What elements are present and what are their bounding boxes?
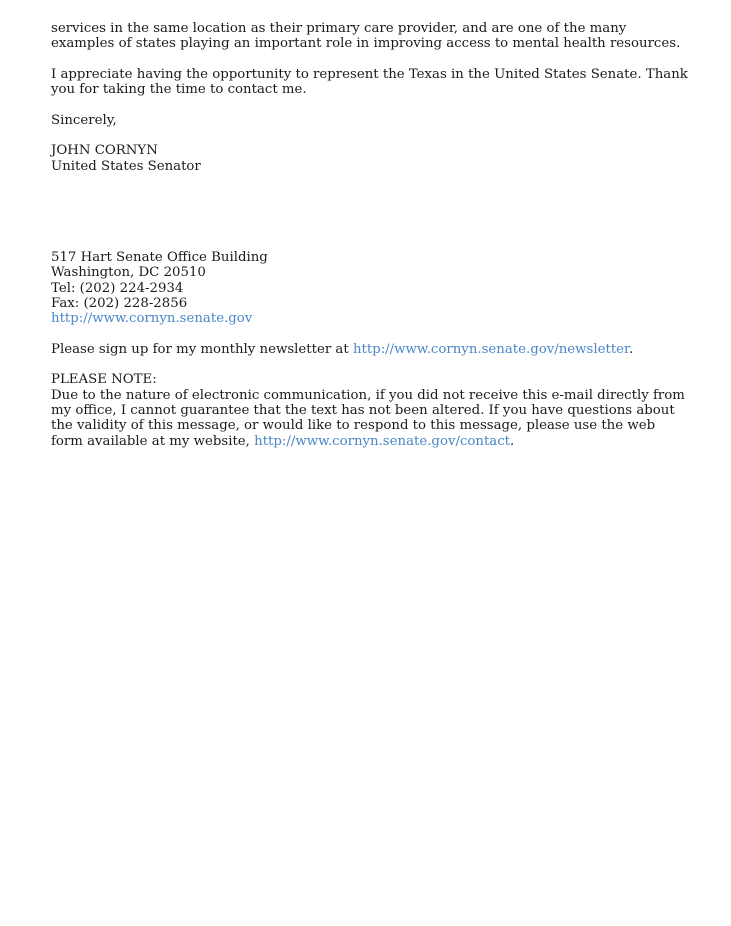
note-body: Due to the nature of electronic communication, if you did not receive this e-mail directly from my office, I cannot guarantee that the text has not been altered. If you have questions about the validity of this message, or would like to respond to this message, please use the web form available at my website, bbox=[51, 387, 685, 449]
note-suffix: . bbox=[510, 433, 515, 449]
note-block bbox=[51, 372, 691, 448]
newsletter-suffix: . bbox=[628, 341, 634, 357]
closing-text: Sincerely, bbox=[51, 112, 117, 128]
fax-number: Fax: (202) 228-2856 bbox=[51, 295, 188, 311]
address-line-1: 517 Hart Senate Office Building bbox=[51, 249, 268, 265]
newsletter-paragraph bbox=[51, 342, 691, 357]
newsletter-prefix: Please sign up for my monthly newsletter at bbox=[51, 341, 353, 357]
appreciation-paragraph: I appreciate having the opportunity to represent the Texas in the United States Senate. Thank you for taking the time to contact me. bbox=[51, 66, 688, 98]
newsletter-link[interactable]: http://www.cornyn.senate.gov/newsletter bbox=[352, 341, 629, 357]
contact-form-link[interactable]: http://www.cornyn.senate.gov/contact bbox=[254, 433, 511, 449]
website-link[interactable]: http://www.cornyn.senate.gov bbox=[51, 311, 253, 327]
note-heading: PLEASE NOTE: bbox=[51, 372, 157, 388]
signature-name: JOHN CORNYN bbox=[51, 143, 158, 159]
address-line-2: Washington, DC 20510 bbox=[51, 265, 206, 281]
phone-number: Tel: (202) 224-2934 bbox=[51, 280, 184, 296]
signature-title: United States Senator bbox=[51, 158, 201, 174]
intro-paragraph: services in the same location as their primary care provider, and are one of the many examples of states playing an important role in improving access to mental health resources. bbox=[51, 21, 681, 52]
contact-block bbox=[51, 250, 691, 326]
letter-body bbox=[51, 21, 691, 449]
signature-block bbox=[51, 143, 691, 174]
signature-spacer bbox=[51, 174, 691, 250]
